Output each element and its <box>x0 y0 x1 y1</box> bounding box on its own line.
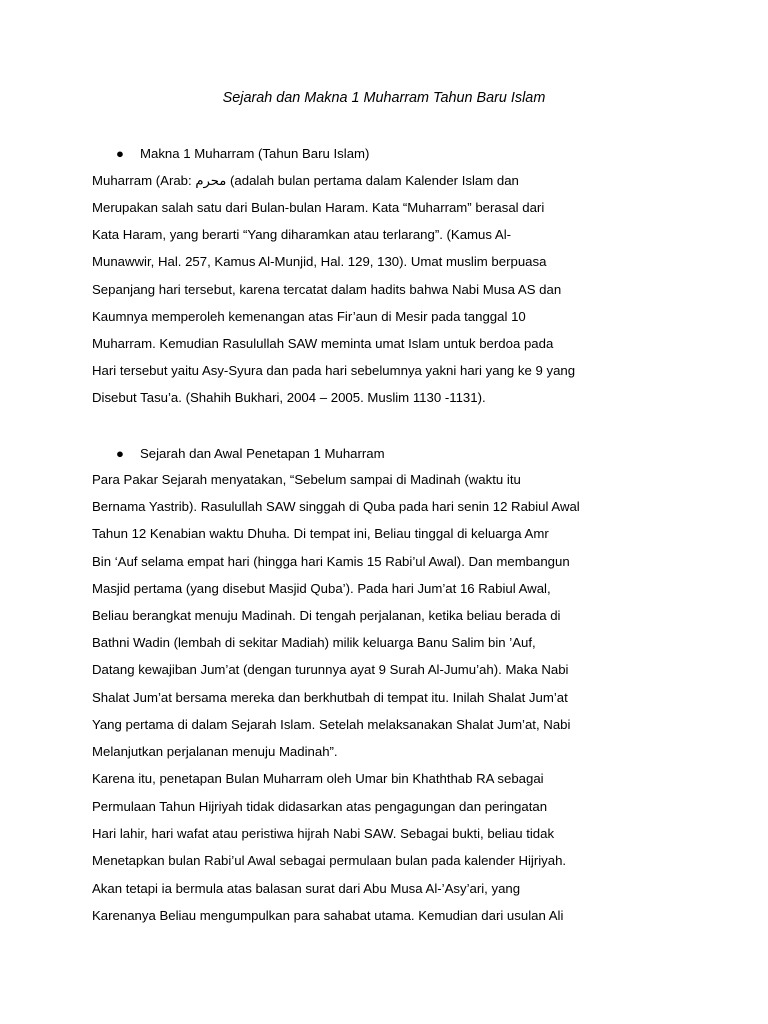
paragraph-line: Hari tersebut yaitu Asy-Syura dan pada hari sebelumnya yakni hari yang ke 9 yang <box>92 363 576 378</box>
paragraph-line: Akan tetapi ia bermula atas balasan surat dari Abu Musa Al-’Asy’ari, yang <box>92 881 521 896</box>
paragraph-line: Kata Haram, yang berarti “Yang diharamkan atau terlarang”. (Kamus Al- <box>92 227 512 242</box>
paragraph-line: Karenanya Beliau mengumpulkan para sahabat utama. Kemudian dari usulan Ali <box>92 908 564 923</box>
paragraph-line: Disebut Tasu’a. (Shahih Bukhari, 2004 – 2005. Muslim 1130 -1131). <box>92 390 486 405</box>
paragraph-line: Yang pertama di dalam Sejarah Islam. Setelah melaksanakan Shalat Jum’at, Nabi <box>92 717 571 732</box>
paragraph-line: Permulaan Tahun Hijriyah tidak didasarkan atas pengagungan dan peringatan <box>92 799 548 814</box>
paragraph-line: Bin ‘Auf selama empat hari (hingga hari Kamis 15 Rabi’ul Awal). Dan membangun <box>92 554 570 569</box>
paragraph-line: Beliau berangkat menuju Madinah. Di tengah perjalanan, ketika beliau berada di <box>92 608 561 623</box>
document-title: Sejarah dan Makna 1 Muharram Tahun Baru Islam <box>222 90 546 106</box>
bullet-icon: ● <box>116 446 124 461</box>
section-1-heading <box>116 144 369 164</box>
paragraph-line: Muharram (Arab: محرم (adalah bulan pertama dalam Kalender Islam dan <box>92 173 519 188</box>
section-1-heading-text: Makna 1 Muharram (Tahun Baru Islam) <box>140 146 370 161</box>
paragraph-line: Munawwir, Hal. 257, Kamus Al-Munjid, Hal. 129, 130). Umat muslim berpuasa <box>92 254 547 269</box>
paragraph-line: Shalat Jum’at bersama mereka dan berkhutbah di tempat itu. Inilah Shalat Jum’at <box>92 690 568 705</box>
paragraph-line: Kaumnya memperoleh kemenangan atas Fir’aun di Mesir pada tanggal 10 <box>92 309 526 324</box>
section-2-heading-text: Sejarah dan Awal Penetapan 1 Muharram <box>140 446 385 461</box>
paragraph-line: Sepanjang hari tersebut, karena tercatat dalam hadits bahwa Nabi Musa AS dan <box>92 282 562 297</box>
paragraph-line: Bathni Wadin (lembah di sekitar Madiah) milik keluarga Banu Salim bin ’Auf, <box>92 635 536 650</box>
paragraph-line: Bernama Yastrib). Rasulullah SAW singgah di Quba pada hari senin 12 Rabiul Awal <box>92 499 580 514</box>
paragraph-line: Tahun 12 Kenabian waktu Dhuha. Di tempat ini, Beliau tinggal di keluarga Amr <box>92 526 549 541</box>
paragraph-line: Melanjutkan perjalanan menuju Madinah”. <box>92 744 338 759</box>
paragraph-line: Datang kewajiban Jum’at (dengan turunnya ayat 9 Surah Al-Jumu’ah). Maka Nabi <box>92 662 569 677</box>
bullet-icon: ● <box>116 146 124 161</box>
paragraph-line: Merupakan salah satu dari Bulan-bulan Haram. Kata “Muharram” berasal dari <box>92 200 545 215</box>
paragraph-line: Muharram. Kemudian Rasulullah SAW meminta umat Islam untuk berdoa pada <box>92 336 554 351</box>
paragraph-line: Para Pakar Sejarah menyatakan, “Sebelum sampai di Madinah (waktu itu <box>92 472 521 487</box>
paragraph-line: Menetapkan bulan Rabi’ul Awal sebagai permulaan bulan pada kalender Hijriyah. <box>92 853 567 868</box>
paragraph-line: Hari lahir, hari wafat atau peristiwa hijrah Nabi SAW. Sebagai bukti, beliau tidak <box>92 826 555 841</box>
section-2-heading <box>116 444 385 464</box>
paragraph-line: Masjid pertama (yang disebut Masjid Quba’). Pada hari Jum’at 16 Rabiul Awal, <box>92 581 551 596</box>
paragraph-line: Karena itu, penetapan Bulan Muharram oleh Umar bin Khaththab RA sebagai <box>92 771 544 786</box>
